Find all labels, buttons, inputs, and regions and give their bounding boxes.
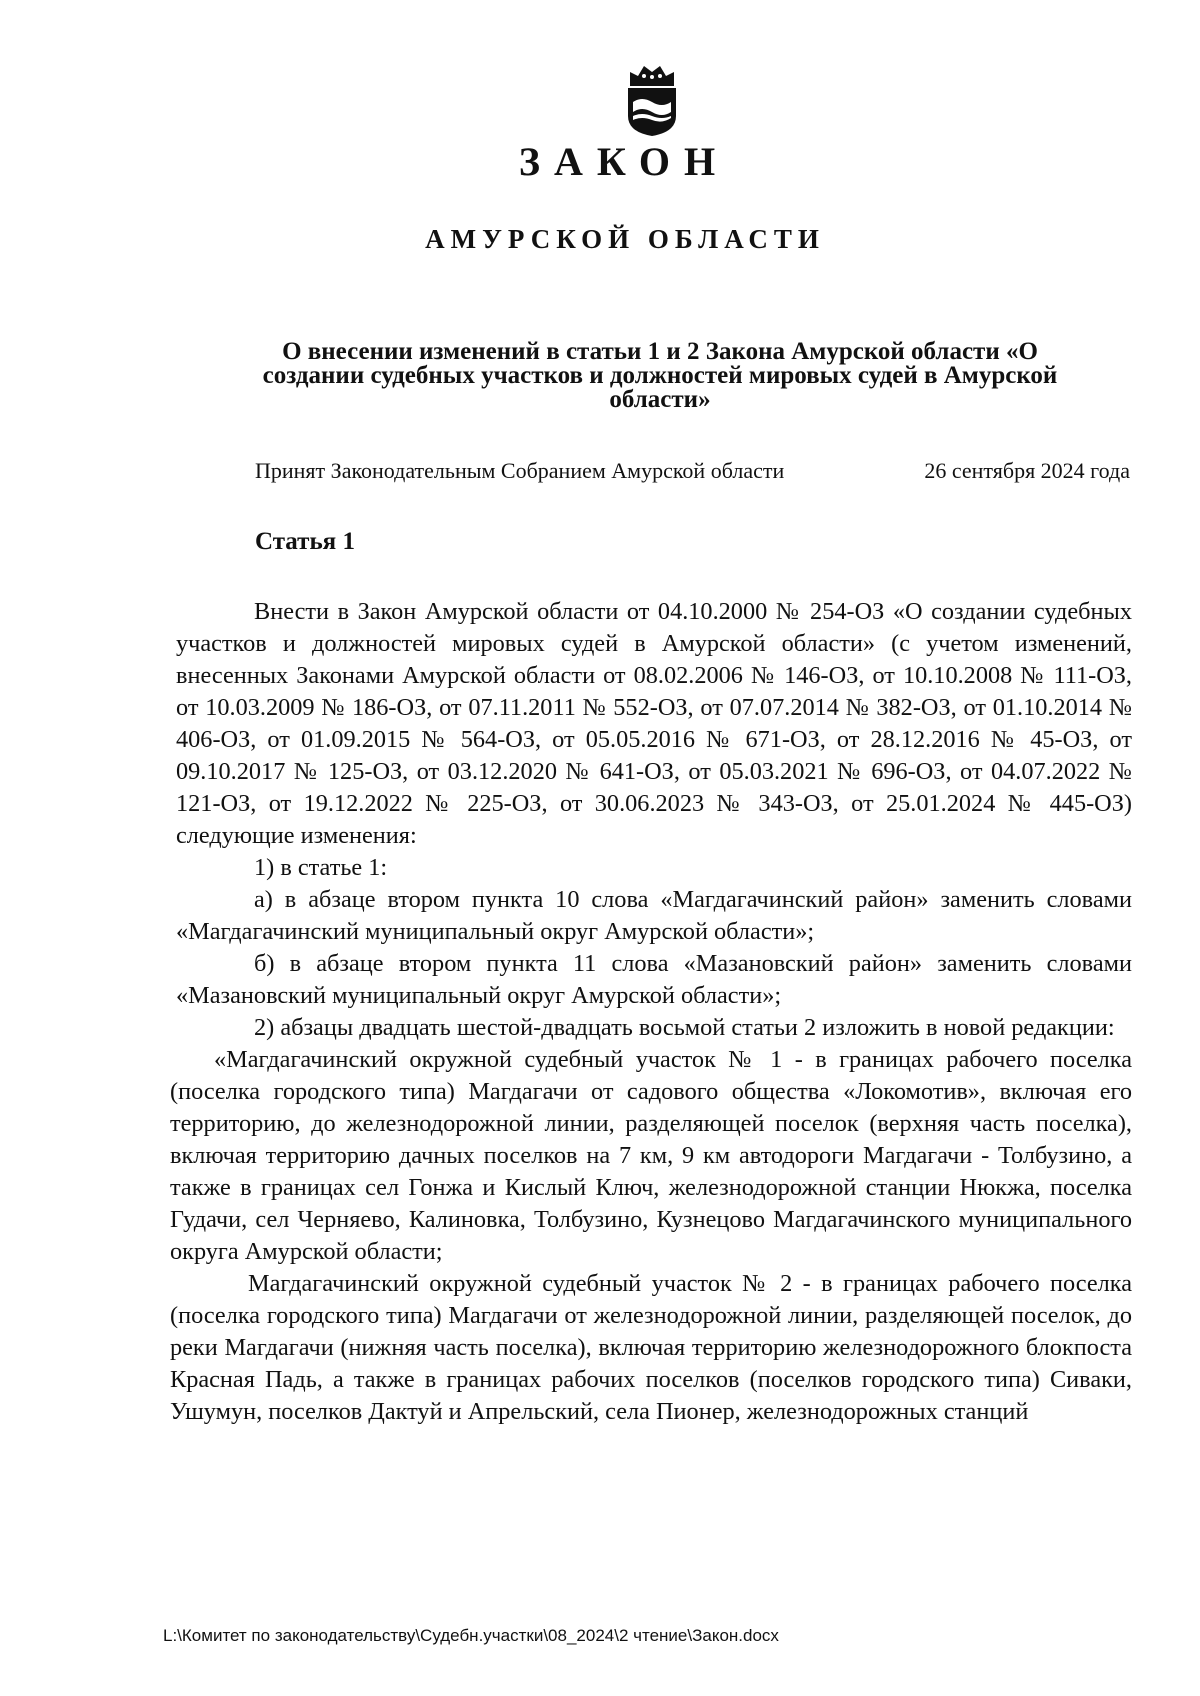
adopted-by: Принят Законодательным Собранием Амурской области — [255, 458, 785, 483]
adoption-line — [255, 458, 1130, 484]
file-path-footer: L:\Комитет по законодательству\Судебн.участки\08_2024\2 чтение\Закон.docx — [163, 1626, 779, 1645]
region-heading: АМУРСКОЙ ОБЛАСТИ — [425, 224, 825, 254]
paragraph-item-2: 2) абзацы двадцать шестой-двадцать восьмой статьи 2 изложить в новой редакции: — [254, 1014, 1115, 1041]
paragraph-item-1: 1) в статье 1: — [254, 854, 388, 881]
article-title: Статья 1 — [255, 528, 355, 555]
quoted-paragraph-1: «Магдагачинский окружной судебный участок № 1 - в границах рабочего поселка (поселка городского типа) Магдагачи от садового общества «Локомотив», включая его территорию, до железнодорожной линии, разделяющей поселок (верхняя часть поселка), включая территорию дачных поселков на 7 км, 9 км автодороги Магдагачи - Толбузино, а также в границах сел Гонжа и Кислый Ключ, железнодорожной станции Нюкжа, поселка Гудачи, сел Черняево, Калиновка, Толбузино, Кузнецово Магдагачинского муниципального округа Амурской области; — [170, 1046, 1132, 1265]
document-subject: О внесении изменений в статьи 1 и 2 Закона Амурской области «О создании судебных участков и должностей мировых судей в Амурской области» — [262, 338, 1058, 413]
adopted-date: 26 сентября 2024 года — [924, 458, 1130, 483]
quoted-paragraph-2: Магдагачинский окружной судебный участок № 2 - в границах рабочего поселка (поселка городского типа) Магдагачи от железнодорожной линии, разделяющей поселок, до реки Магдагачи (нижняя часть поселка), включая территорию железнодорожного блокпоста Красная Падь, а также в границах рабочих поселков (поселков городского типа) Сиваки, Ушумун, поселков Дактуй и Апрельский, села Пионер, железнодорожных станций — [170, 1270, 1132, 1425]
paragraph-item-b: б) в абзаце втором пункта 11 слова «Мазановский район» заменить словами «Мазановский муниципальный округ Амурской области»; — [176, 950, 1132, 1009]
article-body — [170, 596, 1132, 1428]
paragraph-intro: Внести в Закон Амурской области от 04.10.2000 № 254-ОЗ «О создании судебных участков и должностей мировых судей в Амурской области» (с учетом изменений, внесенных Законами Амурской области от 08.02.2006 № 146-ОЗ, от 10.10.2008 № 111-ОЗ, от 10.03.2009 № 186-ОЗ, от 07.11.2011 № 552-ОЗ, от 07.07.2014 № 382-ОЗ, от 01.10.2014 № 406-ОЗ, от 01.09.2015 № 564-ОЗ, от 05.05.2016 № 671-ОЗ, от 28.12.2016 № 45-ОЗ, от 09.10.2017 № 125-ОЗ, от 03.12.2020 № 641-ОЗ, от 05.03.2021 № 696-ОЗ, от 04.07.2022 № 121-ОЗ, от 19.12.2022 № 225-ОЗ, от 30.06.2023 № 343-ОЗ, от 25.01.2024 № 445-ОЗ) следующие изменения: — [176, 598, 1132, 849]
paragraph-item-a: а) в абзаце втором пункта 10 слова «Магдагачинский район» заменить словами «Магдагачинский муниципальный округ Амурской области»; — [176, 886, 1132, 945]
coat-of-arms-icon — [624, 60, 680, 138]
quoted-text — [170, 1044, 1132, 1428]
law-heading: ЗАКОН — [518, 139, 730, 184]
